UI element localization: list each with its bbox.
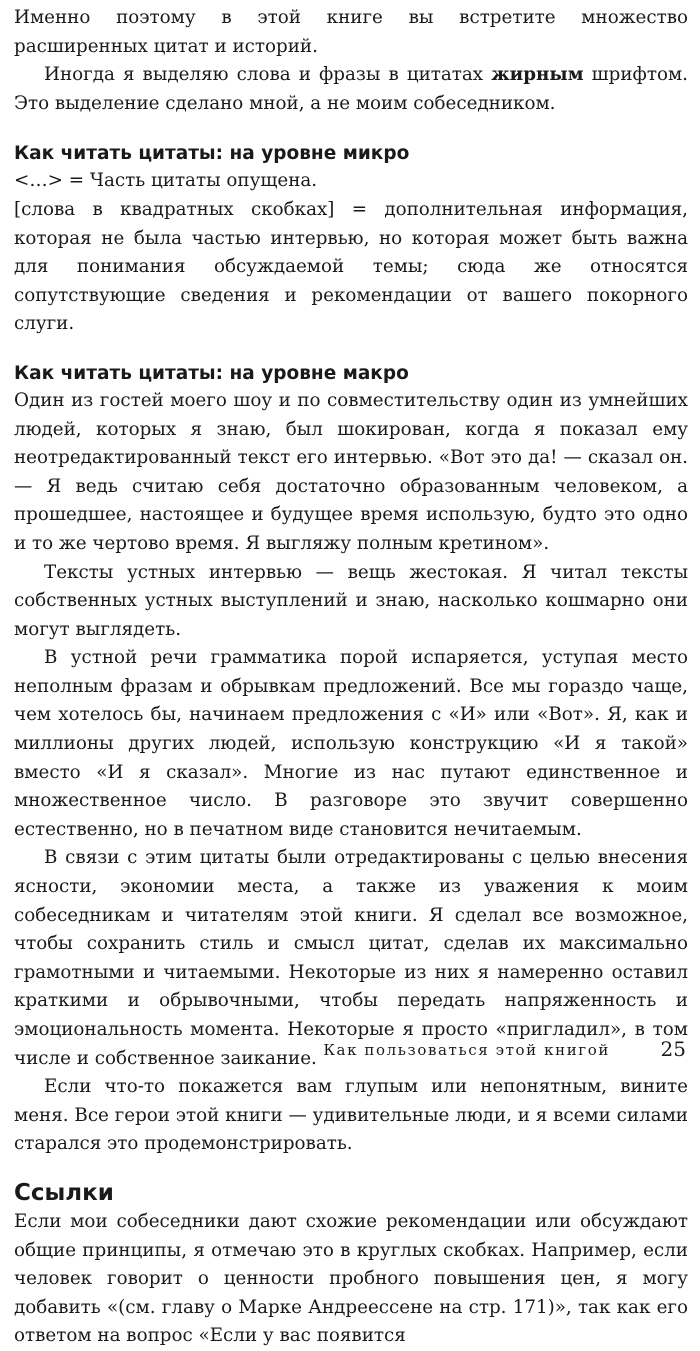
macro-paragraph-1: Один из гостей моего шоу и по совместительству один из умнейших людей, которых я знаю, был шокирован, когда я показал ему неотредактированный текст его интервью. «Вот это да! — сказал он. — Я ведь считаю себя достаточно образованным человеком, а прошедшее, настоящее и будущее время использую, будто это одно и то же чертово время. Я выгляжу полным кретином». [14,389,688,554]
micro-line-omitted: <…> = Часть цитаты опущена. [14,170,318,192]
page-number: 25 [660,1037,686,1061]
heading-macro: Как читать цитаты: на уровне макро [14,362,409,384]
macro-paragraph-3: В устной речи грамматика порой испаряется, уступая место неполным фразам и обрывкам предложений. Все мы гораздо чаще, чем хотелось бы, начинаем предложения с «И» или «Вот». Я, как и миллионы других людей, использую конструкцию «И я такой» вместо «И я сказал». Многие из нас путают единственное и множественное число. В разговоре это звучит совершенно естественно, но в печатном виде становится нечитаемым. [14,647,688,840]
running-title: Как пользоваться этой книгой [323,1041,610,1059]
macro-paragraph-4: В связи с этим цитаты были отредактированы с целью внесения ясности, экономии места, а также из уважения к моим собеседникам и читателям этой книги. Я сделал все возможное, чтобы сохранить стиль и смысл цитат, сделав их максимально грамотными и читаемыми. Некоторые из них я намеренно оставил краткими и обрывочными, чтобы передать напряженность и эмоциональность момента. Некоторые я просто «пригладил», в том числе и собственное заикание. [14,847,688,1069]
page-body [14,4,688,1351]
macro-paragraph-2: Тексты устных интервью — вещь жестокая. Я читал тексты собственных устных выступлений и знаю, насколько кошмарно они могут выглядеть. [14,561,688,640]
intro-paragraph-2-end: шрифтом. Это выделение сделано мной, а не моим собеседником. [14,64,688,114]
heading-links: Ссылки [14,1179,114,1206]
intro-paragraph-2-start: Иногда я выделяю слова и фразы в цитатах [44,64,492,86]
macro-paragraph-5: Если что-то покажется вам глупым или непонятным, вините меня. Все герои этой книги — удивительные люди, и я всеми силами старался это продемонстрировать. [14,1076,688,1155]
intro-paragraph-2 [14,61,688,118]
intro-paragraph-1: Именно поэтому в этой книге вы встретите множество расширенных цитат и историй. [14,7,688,57]
page-footer [0,1036,700,1064]
heading-micro: Как читать цитаты: на уровне микро [14,143,410,165]
links-paragraph-1: Если мои собеседники дают схожие рекомендации или обсуждают общие принципы, я отмечаю это в круглых скобках. Например, если человек говорит о ценности пробного повышения цен, я могу добавить «(см. главу о Марке Андреессене на стр. 171)», так как его ответом на вопрос «Если у вас появится [14,1210,688,1347]
bold-word: жирным [491,64,584,86]
micro-line-brackets: [слова в квадратных скобках] = дополнительная информация, которая не была частью интервью, но которая может быть важна для понимания обсуждаемой темы; сюда же относятся сопутствующие сведения и рекомендации от вашего покорного слуги. [14,198,688,335]
